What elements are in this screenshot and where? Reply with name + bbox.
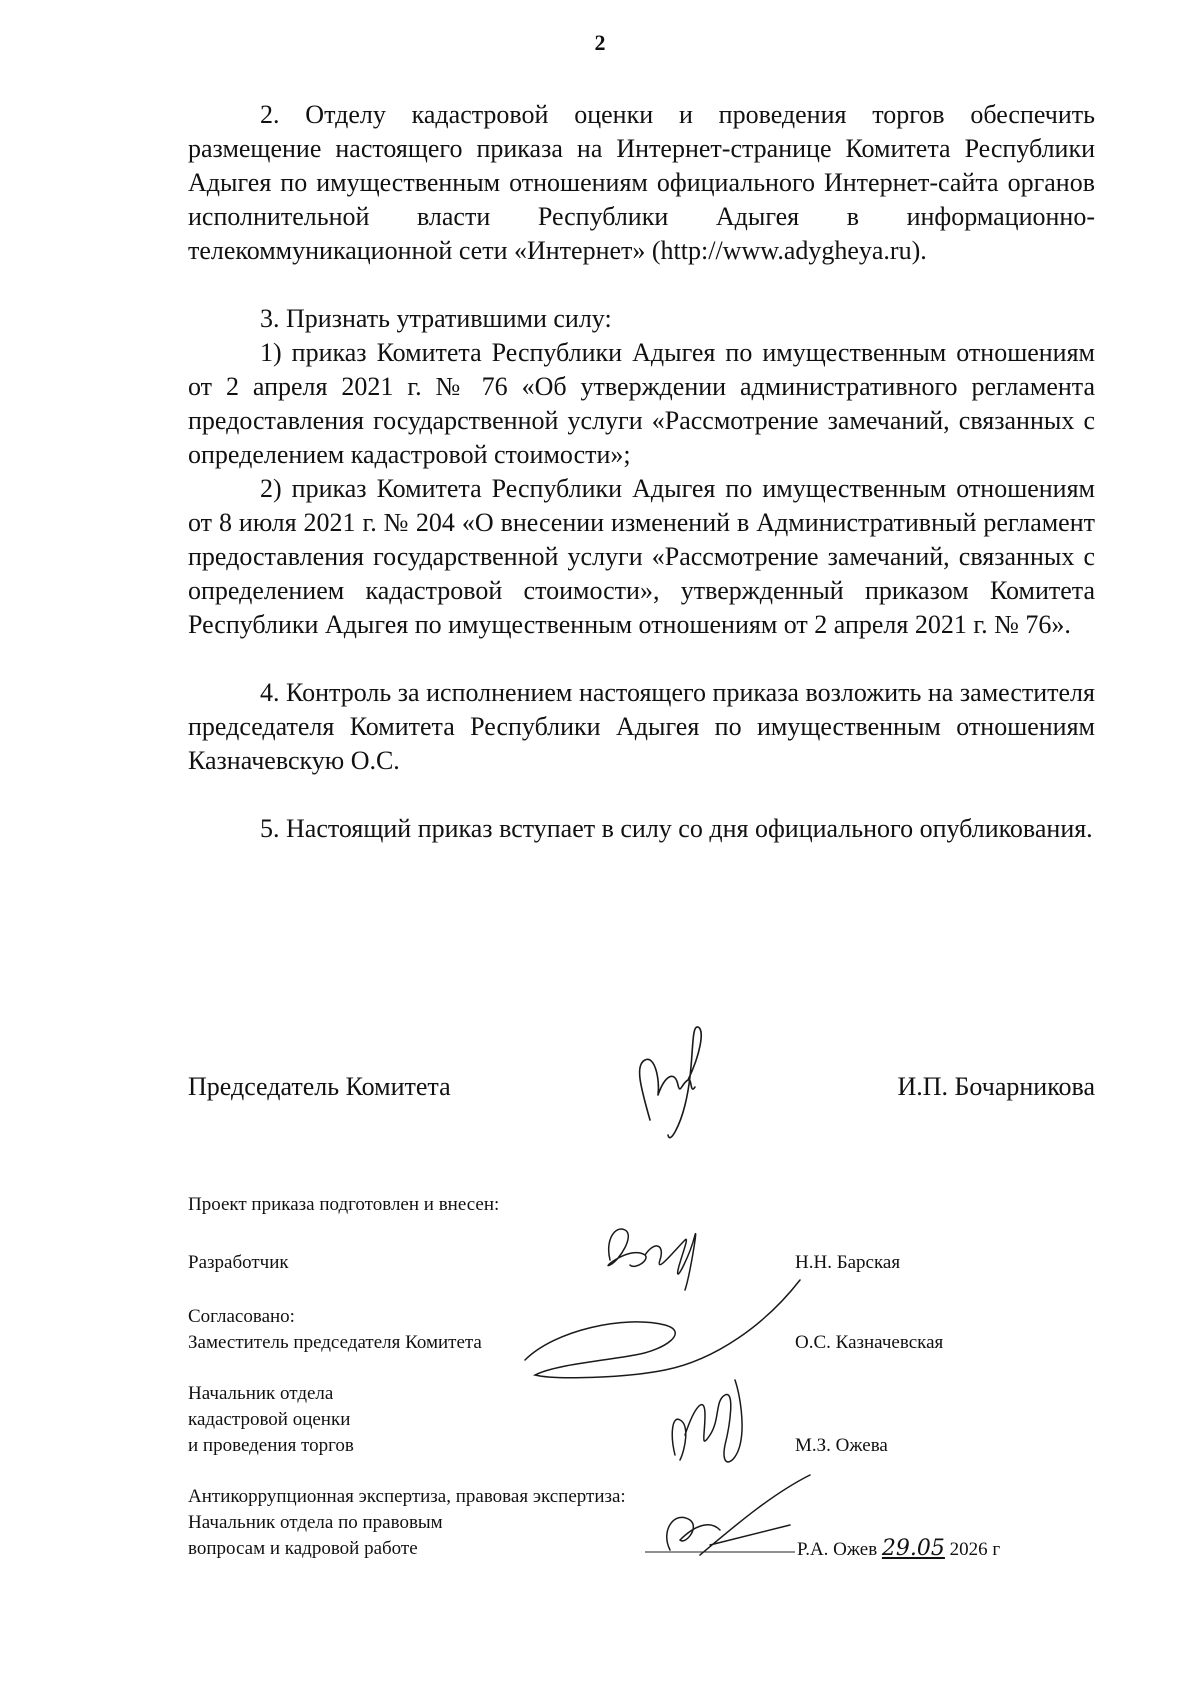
paragraph-3-item-1: 1) приказ Комитета Республики Адыгея по имущественным отношениям от 2 апреля 2021 г. № 76 «Об утверждении административного регламента предоставления государственной услуги «Рассмотрение замечаний, связанных с определением кадастровой стоимости»;	[188, 338, 1095, 469]
legal-signature	[640, 1470, 820, 1570]
handwritten-date: 29.05	[881, 1536, 945, 1561]
date-year: 2026 г	[949, 1539, 1001, 1560]
page-number: 2	[594, 30, 606, 55]
dept-head-signature	[660, 1375, 760, 1485]
legal-line-3: вопросам и кадровой работе	[188, 1538, 418, 1559]
paragraph-4: 4. Контроль за исполнением настоящего приказа возложить на заместителя председателя Комитета Республики Адыгея по имущественным отношениям Казначевскую О.С.	[188, 678, 1095, 775]
paragraph-2: 2. Отделу кадастровой оценки и проведения торгов обеспечить размещение настоящего приказа на Интернет-странице Комитета Республики Адыгея по имущественным отношениям официального Интернет-сайта органов исполнительной власти Республики Адыгея в информационно-телекоммуникационной сети «Интернет» (http://www.adygheya.ru).	[188, 100, 1095, 265]
chairman-name: И.П. Бочарникова	[897, 1072, 1095, 1101]
paragraph-3: 3. Признать утратившими силу:	[260, 304, 612, 333]
deputy-name: О.С. Казначевская	[795, 1332, 944, 1353]
paragraph-5: 5. Настоящий приказ вступает в силу со дня официального опубликования.	[260, 814, 1093, 843]
dept-head-line-1: Начальник отдела	[188, 1383, 334, 1404]
deputy-label: Заместитель председателя Комитета	[188, 1332, 482, 1353]
legal-name: Р.А. Ожев	[797, 1539, 878, 1560]
approvals-header: Проект приказа подготовлен и внесен:	[188, 1194, 500, 1215]
paragraph-3-item-2: 2) приказ Комитета Республики Адыгея по имущественным отношениям от 8 июля 2021 г. № 204 «О внесении изменений в Административный регламент предоставления государственной услуги «Рассмотрение замечаний, связанных с определением кадастровой стоимости», утвержденный приказом Комитета Республики Адыгея по имущественным отношениям от 2 апреля 2021 г. № 76».	[188, 474, 1095, 639]
document-body	[188, 98, 1095, 846]
dept-head-line-3: и проведения торгов	[188, 1435, 354, 1456]
dept-head-name: М.З. Ожева	[795, 1435, 888, 1456]
chairman-position: Председатель Комитета	[188, 1072, 451, 1101]
chairman-signature	[630, 1025, 740, 1150]
dept-head-line-2: кадастровой оценки	[188, 1409, 351, 1430]
legal-line-1: Антикоррупционная экспертиза, правовая экспертиза:	[188, 1486, 626, 1507]
legal-line-2: Начальник отдела по правовым	[188, 1512, 443, 1533]
agreed-label: Согласовано:	[188, 1306, 295, 1327]
developer-name: Н.Н. Барская	[795, 1252, 901, 1273]
legal-signoff	[797, 1536, 1000, 1563]
developer-label: Разработчик	[188, 1252, 289, 1273]
